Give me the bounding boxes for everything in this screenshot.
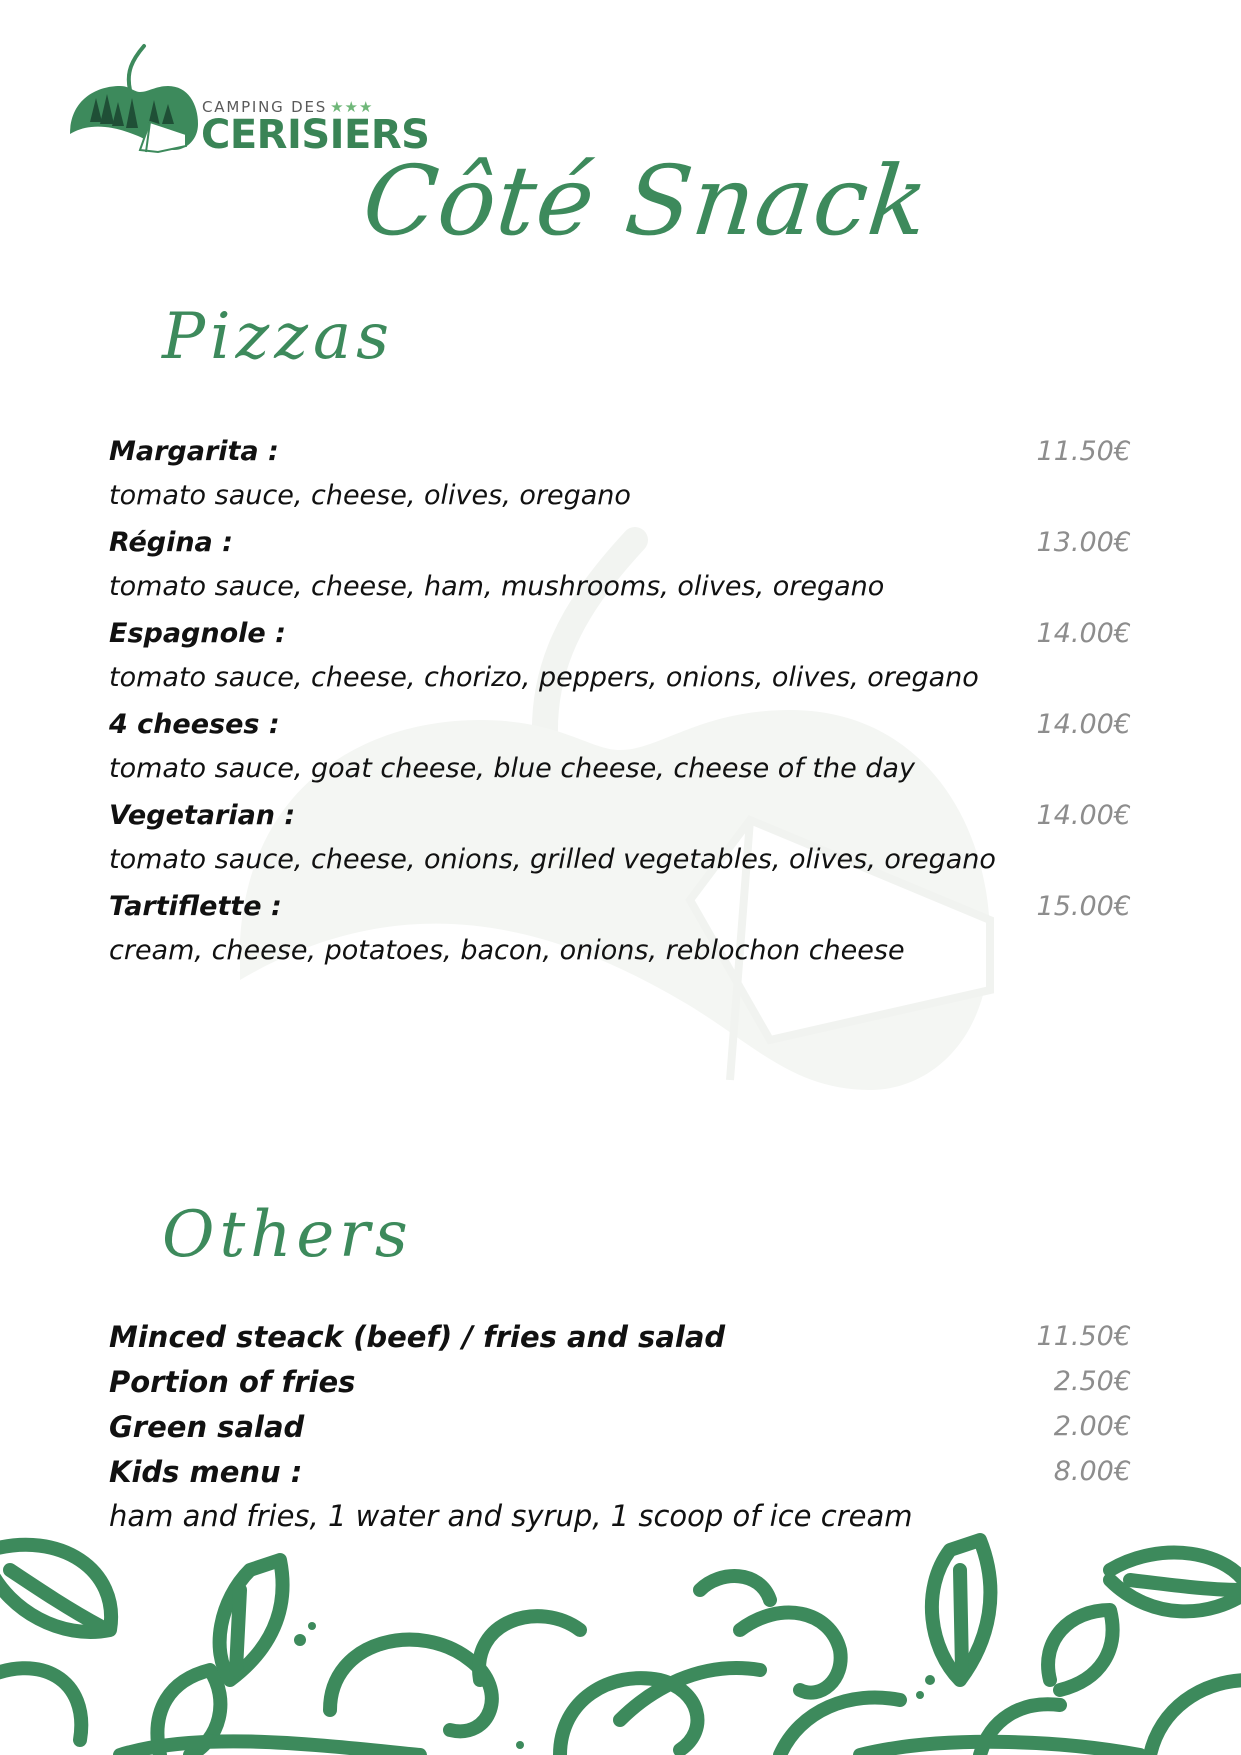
item-price: 14.00€ (1036, 709, 1131, 740)
list-item (109, 796, 1131, 887)
list-item (109, 1316, 1131, 1361)
page-title (0, 145, 1241, 257)
item-price: 2.00€ (1053, 1411, 1131, 1442)
item-price: 8.00€ (1053, 1456, 1131, 1487)
item-name: Green salad (109, 1410, 305, 1444)
item-description: cream, cheese, potatoes, bacon, onions, reblochon cheese (109, 935, 905, 966)
others-list (109, 1316, 1131, 1543)
item-name: Portion of fries (109, 1365, 356, 1399)
list-item (109, 432, 1131, 523)
list-item (109, 1406, 1131, 1451)
list-item (109, 1361, 1131, 1406)
camping-logo (68, 42, 438, 162)
item-description: tomato sauce, goat cheese, blue cheese, cheese of the day (109, 753, 915, 784)
item-name: 4 cheeses : (109, 709, 280, 740)
logo-stars: ★★★ (330, 98, 374, 116)
logo-line1: CAMPING DES (202, 98, 328, 116)
item-description: tomato sauce, cheese, ham, mushrooms, olives, oregano (109, 571, 885, 602)
item-price: 14.00€ (1036, 618, 1131, 649)
item-price: 13.00€ (1036, 527, 1131, 558)
list-item (109, 523, 1131, 614)
list-item (109, 614, 1131, 705)
pizza-list (109, 432, 1131, 978)
item-price: 14.00€ (1036, 800, 1131, 831)
item-name: Vegetarian : (109, 800, 296, 831)
item-description: tomato sauce, cheese, onions, grilled vegetables, olives, oregano (109, 844, 996, 875)
item-name: Espagnole : (109, 618, 286, 649)
item-description: tomato sauce, cheese, olives, oregano (109, 480, 631, 511)
logo-name: CERISIERS (201, 112, 430, 158)
item-name: Minced steack (beef) / fries and salad (109, 1320, 726, 1354)
page-title-text: Côté Snack (357, 145, 934, 257)
section-title-pizzas: Pizzas (162, 300, 394, 374)
list-item (109, 705, 1131, 796)
list-item (109, 887, 1131, 978)
item-description: ham and fries, 1 water and syrup, 1 scoop of ice cream (109, 1499, 913, 1533)
floral-border-decoration (0, 1530, 1241, 1755)
cherry-tent-logo-icon (68, 42, 198, 158)
item-description: tomato sauce, cheese, chorizo, peppers, onions, olives, oregano (109, 662, 979, 693)
item-price: 15.00€ (1036, 891, 1131, 922)
section-title-others: Others (162, 1198, 413, 1272)
item-name: Kids menu : (109, 1455, 303, 1489)
item-name: Régina : (109, 527, 233, 558)
item-name: Tartiflette : (109, 891, 282, 922)
item-name: Margarita : (109, 436, 279, 467)
item-price: 11.50€ (1036, 436, 1131, 467)
item-price: 2.50€ (1053, 1366, 1131, 1397)
item-price: 11.50€ (1036, 1321, 1131, 1352)
